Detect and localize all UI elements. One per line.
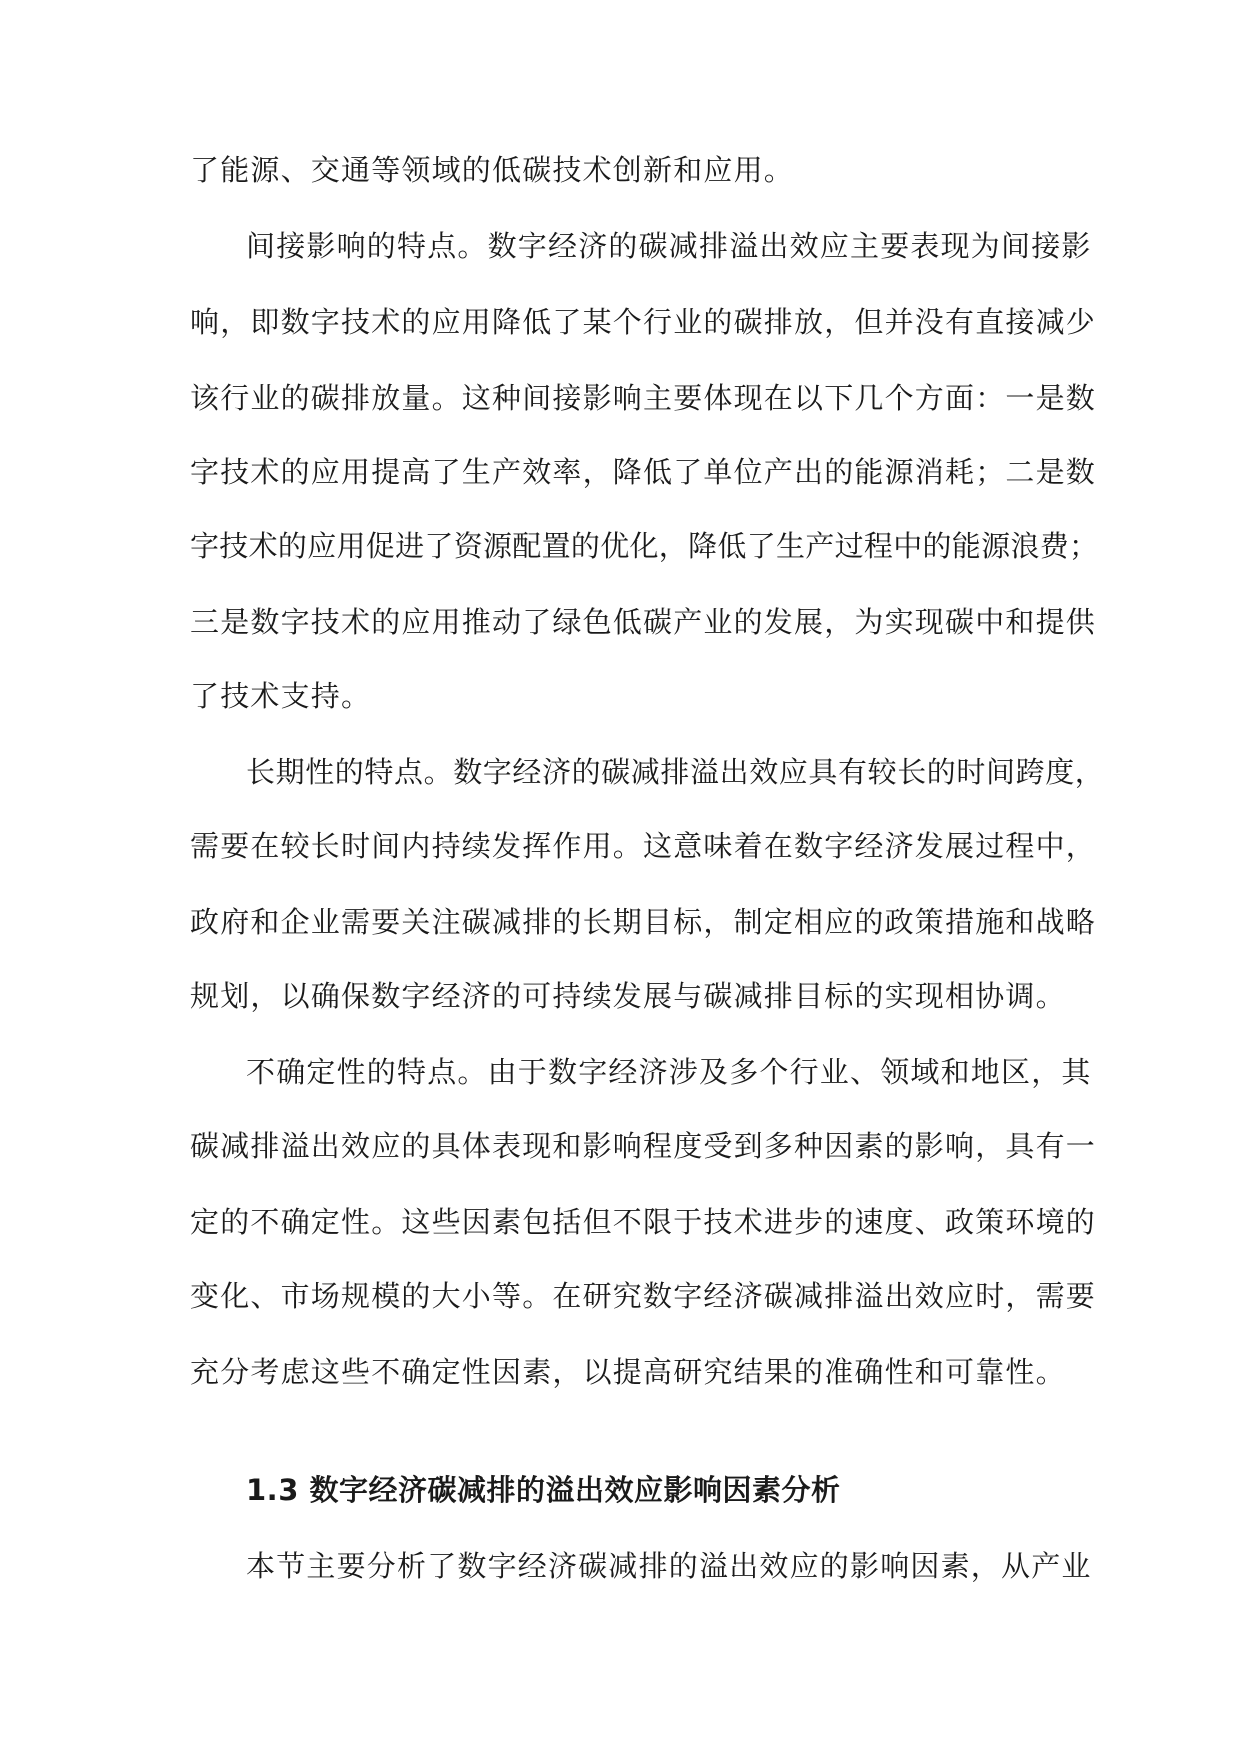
paragraph-start-line: 长期性的特点。数字经济的碳减排溢出效应具有较长的时间跨度， — [246, 755, 1105, 789]
paragraph-start-line: 不确定性的特点。由于数字经济涉及多个行业、领域和地区，其 — [246, 1055, 1092, 1089]
section-heading: 1.3 数字经济碳减排的溢出效应影响因素分析 — [246, 1473, 841, 1507]
text-line: 规划，以确保数字经济的可持续发展与碳减排目标的实现相协调。 — [190, 979, 1066, 1013]
text-line: 需要在较长时间内持续发挥作用。这意味着在数字经济发展过程中， — [190, 829, 1097, 863]
text-line: 变化、市场规模的大小等。在研究数字经济碳减排溢出效应时，需要 — [190, 1279, 1097, 1313]
text-line: 字技术的应用促进了资源配置的优化，降低了生产过程中的能源浪费； — [190, 529, 1099, 563]
text-line: 三是数字技术的应用推动了绿色低碳产业的发展，为实现碳中和提供 — [190, 605, 1097, 639]
text-line: 了技术支持。 — [190, 679, 372, 713]
paragraph-start-line: 间接影响的特点。数字经济的碳减排溢出效应主要表现为间接影 — [246, 229, 1092, 263]
text-line: 该行业的碳排放量。这种间接影响主要体现在以下几个方面：一是数 — [190, 381, 1097, 415]
text-line: 了能源、交通等领域的低碳技术创新和应用。 — [190, 153, 795, 187]
text-line: 定的不确定性。这些因素包括但不限于技术进步的速度、政策环境的 — [190, 1205, 1097, 1239]
text-line: 响，即数字技术的应用降低了某个行业的碳排放，但并没有直接减少 — [190, 305, 1097, 339]
text-line: 碳减排溢出效应的具体表现和影响程度受到多种因素的影响，具有一 — [190, 1129, 1097, 1163]
paragraph-start-line: 本节主要分析了数字经济碳减排的溢出效应的影响因素，从产业 — [246, 1549, 1092, 1583]
text-line: 字技术的应用提高了生产效率，降低了单位产出的能源消耗；二是数 — [190, 455, 1097, 489]
text-line: 政府和企业需要关注碳减排的长期目标，制定相应的政策措施和战略 — [190, 905, 1097, 939]
text-line: 充分考虑这些不确定性因素，以提高研究结果的准确性和可靠性。 — [190, 1355, 1066, 1389]
